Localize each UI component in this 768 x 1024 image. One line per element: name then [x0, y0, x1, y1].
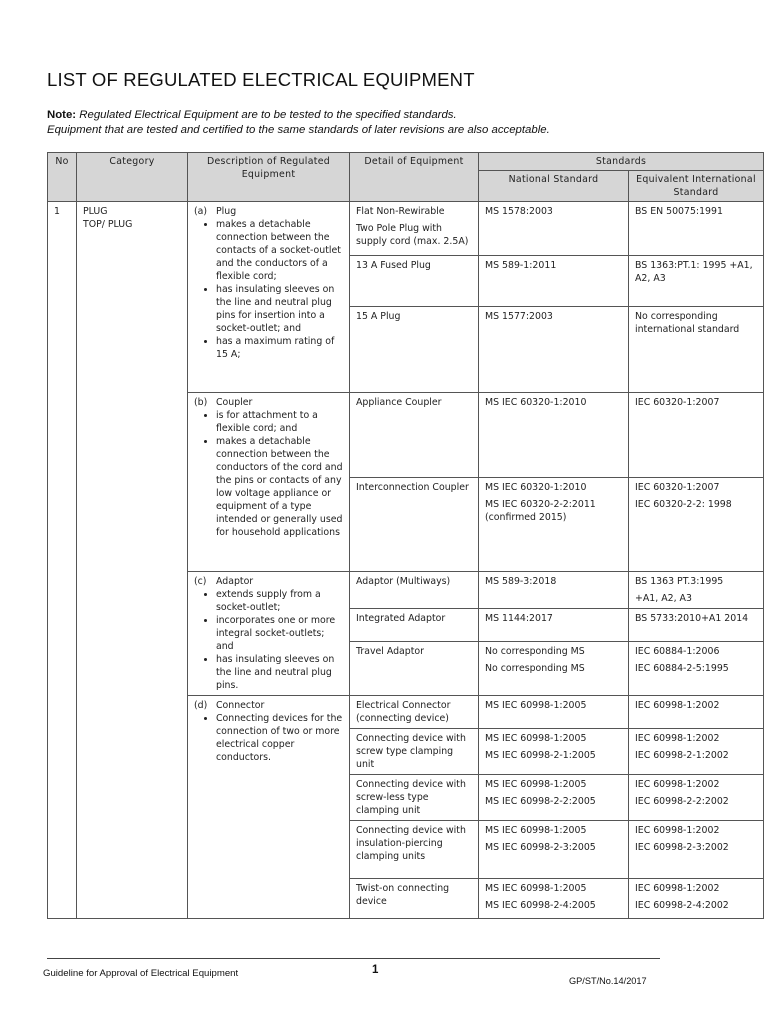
national-standard: No corresponding MS	[485, 662, 585, 674]
detail-line: Adaptor (Multiways)	[356, 576, 451, 587]
national-standard: MS 589-3:2018	[485, 576, 557, 587]
national-standard-cell	[479, 478, 629, 572]
international-standard-cell	[629, 478, 764, 572]
footer-document-title: Guideline for Approval of Electrical Equipment	[43, 968, 239, 979]
international-standard-cell	[629, 609, 764, 641]
detail-cell	[350, 478, 479, 572]
header-no: No	[48, 153, 77, 202]
national-standard: MS IEC 60998-1:2005	[485, 779, 587, 790]
national-standard: MS IEC 60998-2-4:2005	[485, 900, 596, 911]
national-standard: MS IEC 60998-1:2005	[485, 733, 587, 744]
header-category: Category	[77, 153, 188, 202]
description-bullet: • has insulating sleeves on the line and neutral plug pins.	[216, 653, 343, 692]
national-standard: MS IEC 60998-1:2005	[485, 883, 587, 894]
description-title: Adaptor	[216, 576, 254, 587]
national-standard: MS 1578:2003	[485, 206, 553, 217]
international-standard: IEC 60998-2-3:2002	[635, 842, 729, 853]
international-standard: BS EN 50075:1991	[635, 206, 723, 217]
international-standard: BS 5733:2010+A1 2014	[635, 613, 749, 625]
page-title: LIST OF REGULATED ELECTRICAL EQUIPMENT	[47, 69, 475, 90]
international-standard-cell	[629, 393, 764, 478]
detail-cell	[350, 307, 479, 393]
description-label: (b)	[194, 397, 208, 408]
international-standard: IEC 60884-2-5:1995	[635, 662, 729, 674]
detail-cell	[350, 256, 479, 307]
detail-line: Connecting device with screw type clamping unit	[356, 733, 466, 770]
national-standard: MS IEC 60998-1:2005	[485, 825, 587, 836]
national-standard: MS 1144:2017	[485, 613, 553, 625]
national-standard-cell	[479, 775, 629, 821]
detail-line: 15 A Plug	[356, 311, 401, 322]
footer-divider	[47, 958, 660, 959]
footer-document-code: GP/ST/No.14/2017	[569, 976, 647, 986]
detail-line: Twist-on connecting device	[356, 883, 450, 907]
detail-line: Appliance Coupler	[356, 397, 442, 408]
description-cell	[188, 202, 350, 393]
description-label: (c)	[194, 576, 207, 587]
national-standard: MS IEC 60320-1:2010	[485, 397, 587, 408]
international-standard-cell	[629, 775, 764, 821]
national-standard-cell	[479, 641, 629, 695]
international-standard: IEC 60320-2-2: 1998	[635, 499, 732, 510]
category-cell	[77, 202, 188, 919]
international-standard-cell	[629, 879, 764, 919]
description-cell	[188, 572, 350, 696]
category-line: PLUG	[83, 206, 108, 217]
detail-line: Travel Adaptor	[356, 645, 425, 657]
detail-line: Integrated Adaptor	[356, 613, 446, 625]
detail-cell	[350, 393, 479, 478]
page-number: 1	[372, 964, 379, 976]
description-bullet: • incorporates one or more integral socket-outlets; and	[216, 614, 343, 653]
description-bullets	[194, 218, 343, 361]
national-standard: MS 1577:2003	[485, 311, 553, 322]
national-standard-cell	[479, 202, 629, 256]
description-title: Coupler	[216, 397, 253, 408]
description-title: Connector	[216, 700, 265, 711]
international-standard: IEC 60320-1:2007	[635, 397, 720, 408]
national-standard: MS IEC 60320-1:2010	[485, 482, 587, 493]
header-national: National Standard	[479, 171, 629, 202]
international-standard: BS 1363 PT.3:1995	[635, 576, 724, 587]
detail-cell	[350, 202, 479, 256]
international-standard-cell	[629, 821, 764, 879]
header-description: Description of Regulated Equipment	[188, 153, 350, 202]
national-standard-cell	[479, 821, 629, 879]
international-standard: IEC 60320-1:2007	[635, 482, 720, 493]
international-standard: IEC 60998-1:2002	[635, 825, 720, 836]
description-bullet: • is for attachment to a flexible cord; and	[216, 409, 343, 435]
national-standard-cell	[479, 307, 629, 393]
table-body	[48, 202, 764, 919]
national-standard-cell	[479, 609, 629, 641]
table-row	[48, 202, 764, 256]
national-standard: MS IEC 60998-1:2005	[485, 700, 587, 711]
international-standard: IEC 60998-1:2002	[635, 779, 720, 790]
international-standard: IEC 60998-2-2:2002	[635, 796, 729, 807]
international-standard-cell	[629, 307, 764, 393]
description-heading	[194, 575, 343, 588]
detail-cell	[350, 641, 479, 695]
national-standard-cell	[479, 572, 629, 609]
description-bullets	[194, 588, 343, 692]
note	[47, 108, 550, 138]
national-standard-cell	[479, 696, 629, 729]
description-bullet: • extends supply from a socket-outlet;	[216, 588, 343, 614]
header-standards: Standards	[479, 153, 764, 171]
international-standard: IEC 60998-2-4:2002	[635, 900, 729, 911]
description-label: (a)	[194, 206, 208, 217]
description-label: (d)	[194, 700, 208, 711]
international-standard: No corresponding international standard	[635, 311, 740, 335]
national-standard: MS 589-1:2011	[485, 260, 557, 271]
description-bullet: • makes a detachable connection between the contacts of a socket-outlet and the conductors of a flexible cord;	[216, 218, 343, 283]
national-standard: MS IEC 60320-2-2:2011 (confirmed 2015)	[485, 499, 596, 523]
national-standard-cell	[479, 256, 629, 307]
detail-line: Two Pole Plug with supply cord (max. 2.5A)	[356, 223, 469, 247]
international-standard-cell	[629, 572, 764, 609]
international-standard-cell	[629, 641, 764, 695]
description-heading	[194, 396, 343, 409]
description-cell	[188, 393, 350, 572]
note-line-2: Equipment that are tested and certified to the same standards of later revisions are also acceptable.	[47, 124, 550, 136]
detail-line: Flat Non-Rewirable	[356, 206, 445, 217]
description-bullets	[194, 712, 343, 764]
international-standard: IEC 60998-1:2002	[635, 733, 720, 744]
description-bullet: • has a maximum rating of 15 A;	[216, 335, 343, 361]
detail-line: Interconnection Coupler	[356, 482, 469, 493]
national-standard: No corresponding MS	[485, 645, 585, 657]
national-standard-cell	[479, 879, 629, 919]
international-standard: IEC 60884-1:2006	[635, 645, 720, 657]
international-standard-cell	[629, 256, 764, 307]
detail-cell	[350, 821, 479, 879]
category-line: TOP/ PLUG	[83, 219, 133, 230]
detail-cell	[350, 729, 479, 775]
description-bullets	[194, 409, 343, 539]
header-detail: Detail of Equipment	[350, 153, 479, 202]
international-standard: BS 1363:PT.1: 1995 +A1, A2, A3	[635, 260, 753, 284]
detail-line: Electrical Connector (connecting device)	[356, 700, 451, 724]
description-bullet: • Connecting devices for the connection of two or more electrical copper conductors.	[216, 712, 343, 764]
national-standard-cell	[479, 729, 629, 775]
national-standard: MS IEC 60998-2-2:2005	[485, 796, 596, 807]
description-title: Plug	[216, 206, 237, 217]
international-standard-cell	[629, 729, 764, 775]
international-standard: IEC 60998-1:2002	[635, 883, 720, 894]
description-cell	[188, 696, 350, 919]
note-label: Note:	[47, 109, 77, 121]
detail-line: 13 A Fused Plug	[356, 260, 431, 271]
national-standard: MS IEC 60998-2-3:2005	[485, 842, 596, 853]
description-heading	[194, 699, 343, 712]
international-standard: IEC 60998-2-1:2002	[635, 750, 729, 761]
description-bullet: • has insulating sleeves on the line and neutral plug pins for insertion into a socket-outlet; and	[216, 283, 343, 335]
international-standard: +A1, A2, A3	[635, 593, 692, 604]
international-standard-cell	[629, 696, 764, 729]
header-international: Equivalent International Standard	[629, 171, 764, 202]
regulated-equipment-table	[47, 152, 764, 919]
detail-line: Connecting device with screw-less type clamping unit	[356, 779, 466, 816]
detail-cell	[350, 879, 479, 919]
detail-cell	[350, 609, 479, 641]
description-heading	[194, 205, 343, 218]
detail-cell	[350, 696, 479, 729]
detail-cell	[350, 572, 479, 609]
note-line-1: Regulated Electrical Equipment are to be tested to the specified standards.	[79, 109, 457, 121]
international-standard: IEC 60998-1:2002	[635, 700, 720, 711]
detail-cell	[350, 775, 479, 821]
detail-line: Connecting device with insulation-piercing clamping units	[356, 825, 466, 862]
international-standard-cell	[629, 202, 764, 256]
row-number: 1	[48, 202, 77, 919]
national-standard-cell	[479, 393, 629, 478]
description-bullet: • makes a detachable connection between the conductors of the cord and the pins or contacts of any low voltage appliance or equipment of a type intended or generally used for household applications	[216, 435, 343, 539]
national-standard: MS IEC 60998-2-1:2005	[485, 750, 596, 761]
